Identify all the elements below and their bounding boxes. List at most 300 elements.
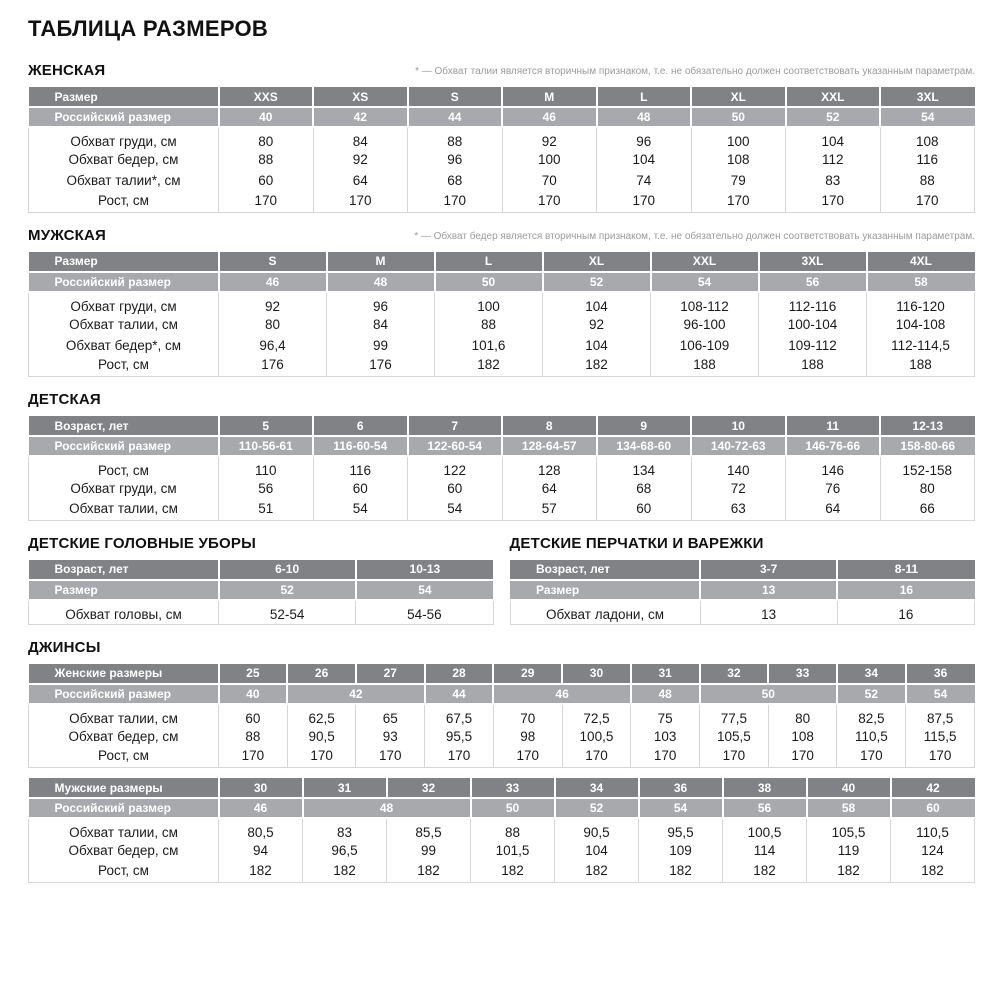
data-cell: 108-112 <box>651 292 759 314</box>
header-cell: 46 <box>219 272 327 292</box>
data-cell: 104 <box>555 840 639 861</box>
data-cell: 63 <box>691 499 786 520</box>
header-cell: 10 <box>691 416 786 436</box>
header-cell: 3XL <box>880 87 975 107</box>
header-row-label: Размер <box>29 87 219 107</box>
data-cell: 96 <box>327 292 435 314</box>
data-cell: 188 <box>759 356 867 377</box>
data-cell: 176 <box>327 356 435 377</box>
data-cell: 13 <box>700 600 837 625</box>
header-row <box>29 252 975 272</box>
header-cell: 50 <box>691 107 786 127</box>
data-cell: 124 <box>891 840 975 861</box>
data-cell: 93 <box>356 726 425 747</box>
header-cell: XXL <box>786 87 881 107</box>
data-cell: 182 <box>807 861 891 882</box>
header-cell: 48 <box>597 107 692 127</box>
header-cell: 56 <box>759 272 867 292</box>
section-kids-gloves <box>510 535 976 625</box>
header-cell: 29 <box>493 664 562 684</box>
header-cell: 128-64-57 <box>502 436 597 456</box>
data-cell: 96-100 <box>651 314 759 335</box>
data-cell: 170 <box>768 747 837 768</box>
header-cell: 31 <box>631 664 700 684</box>
data-row-label: Обхват бедер, см <box>29 840 219 861</box>
header-cell: 33 <box>471 778 555 798</box>
section-men <box>28 227 975 378</box>
header-row-label: Российский размер <box>29 436 219 456</box>
header-cell: 48 <box>327 272 435 292</box>
data-cell: 170 <box>906 747 975 768</box>
data-row-label: Обхват бедер, см <box>29 149 219 170</box>
header-cell: 46 <box>219 798 303 818</box>
data-row <box>29 861 975 882</box>
header-cell: 60 <box>891 798 975 818</box>
header-cell: 34 <box>837 664 906 684</box>
data-cell: 64 <box>502 478 597 499</box>
kids-accessories-row <box>28 535 975 625</box>
data-cell: 75 <box>631 704 700 726</box>
data-cell: 104 <box>786 127 881 149</box>
header-cell: 42 <box>287 684 424 704</box>
data-row <box>29 456 975 478</box>
header-cell: 26 <box>287 664 356 684</box>
header-row <box>29 684 975 704</box>
data-row-label: Рост, см <box>29 191 219 212</box>
header-cell: 11 <box>786 416 881 436</box>
data-cell: 84 <box>313 127 408 149</box>
data-cell: 80 <box>880 478 975 499</box>
header-cell: 4XL <box>867 252 975 272</box>
data-cell: 116-120 <box>867 292 975 314</box>
header-row-label: Возраст, лет <box>510 560 700 580</box>
data-row <box>29 170 975 191</box>
header-row-label: Возраст, лет <box>29 560 219 580</box>
header-row-label: Российский размер <box>29 684 219 704</box>
data-row <box>29 818 975 840</box>
data-cell: 16 <box>837 600 974 625</box>
data-cell: 182 <box>555 861 639 882</box>
header-cell: 50 <box>435 272 543 292</box>
data-cell: 52-54 <box>219 600 356 625</box>
data-cell: 62,5 <box>287 704 356 726</box>
header-cell: 30 <box>562 664 631 684</box>
data-cell: 92 <box>313 149 408 170</box>
header-cell: 54 <box>639 798 723 818</box>
header-cell: M <box>327 252 435 272</box>
header-cell: XXL <box>651 252 759 272</box>
header-row-label: Размер <box>29 580 219 600</box>
data-cell: 112-116 <box>759 292 867 314</box>
data-row-label: Рост, см <box>29 356 219 377</box>
data-cell: 92 <box>219 292 327 314</box>
data-cell: 109 <box>639 840 723 861</box>
header-cell: 42 <box>891 778 975 798</box>
data-cell: 110,5 <box>891 818 975 840</box>
header-cell: 44 <box>408 107 503 127</box>
header-cell: 36 <box>639 778 723 798</box>
header-cell: 36 <box>906 664 975 684</box>
data-cell: 182 <box>435 356 543 377</box>
data-cell: 116 <box>313 456 408 478</box>
data-cell: 105,5 <box>700 726 769 747</box>
data-row-label: Рост, см <box>29 861 219 882</box>
data-cell: 77,5 <box>700 704 769 726</box>
data-cell: 170 <box>408 191 503 212</box>
header-row <box>29 107 975 127</box>
data-cell: 170 <box>425 747 494 768</box>
header-cell: 52 <box>219 580 356 600</box>
header-cell: 27 <box>356 664 425 684</box>
data-row <box>29 292 975 314</box>
data-row <box>29 499 975 520</box>
data-cell: 176 <box>219 356 327 377</box>
data-cell: 70 <box>502 170 597 191</box>
data-row <box>510 600 975 625</box>
header-row-label: Российский размер <box>29 107 219 127</box>
data-cell: 67,5 <box>425 704 494 726</box>
data-cell: 72 <box>691 478 786 499</box>
data-row-label: Обхват груди, см <box>29 127 219 149</box>
header-row <box>29 436 975 456</box>
header-cell: 12-13 <box>880 416 975 436</box>
data-cell: 95,5 <box>639 818 723 840</box>
data-cell: 54 <box>408 499 503 520</box>
header-cell: 50 <box>700 684 837 704</box>
header-cell: M <box>502 87 597 107</box>
data-cell: 66 <box>880 499 975 520</box>
data-cell: 105,5 <box>807 818 891 840</box>
header-cell: 134-68-60 <box>597 436 692 456</box>
data-cell: 170 <box>597 191 692 212</box>
data-cell: 79 <box>691 170 786 191</box>
data-cell: 106-109 <box>651 335 759 356</box>
data-cell: 182 <box>387 861 471 882</box>
section-title-men: МУЖСКАЯ <box>28 226 107 244</box>
data-cell: 109-112 <box>759 335 867 356</box>
section-head-kids-headwear <box>28 535 494 552</box>
section-title-kids: ДЕТСКАЯ <box>28 391 101 408</box>
data-cell: 99 <box>387 840 471 861</box>
header-cell: 40 <box>807 778 891 798</box>
data-cell: 182 <box>891 861 975 882</box>
data-cell: 92 <box>543 314 651 335</box>
header-cell: XS <box>313 87 408 107</box>
data-cell: 100 <box>435 292 543 314</box>
data-cell: 134 <box>597 456 692 478</box>
data-row-label: Обхват талии, см <box>29 499 219 520</box>
header-row-label: Российский размер <box>29 272 219 292</box>
data-cell: 68 <box>408 170 503 191</box>
header-cell: 58 <box>807 798 891 818</box>
data-cell: 100,5 <box>723 818 807 840</box>
header-row <box>29 416 975 436</box>
jeans-men-table <box>28 778 975 883</box>
data-cell: 88 <box>408 127 503 149</box>
data-row-label: Обхват ладони, см <box>510 600 700 625</box>
data-row-label: Обхват бедер, см <box>29 726 219 747</box>
data-cell: 104 <box>543 335 651 356</box>
data-cell: 64 <box>313 170 408 191</box>
header-row <box>29 560 494 580</box>
header-row-label: Российский размер <box>29 798 219 818</box>
data-cell: 128 <box>502 456 597 478</box>
data-cell: 108 <box>691 149 786 170</box>
header-row-label: Размер <box>29 252 219 272</box>
data-row <box>29 840 975 861</box>
header-cell: 6 <box>313 416 408 436</box>
header-cell: 52 <box>555 798 639 818</box>
data-cell: 182 <box>723 861 807 882</box>
data-cell: 170 <box>880 191 975 212</box>
data-row <box>29 335 975 356</box>
header-cell: 110-56-61 <box>219 436 314 456</box>
data-cell: 98 <box>493 726 562 747</box>
section-title-kids-gloves: ДЕТСКИЕ ПЕРЧАТКИ И ВАРЕЖКИ <box>509 534 764 552</box>
header-cell: 30 <box>219 778 303 798</box>
page-title: ТАБЛИЦА РАЗМЕРОВ <box>28 16 269 41</box>
data-cell: 87,5 <box>906 704 975 726</box>
data-cell: 188 <box>867 356 975 377</box>
header-cell: 16 <box>837 580 974 600</box>
header-cell: 48 <box>303 798 471 818</box>
header-cell: 38 <box>723 778 807 798</box>
data-cell: 140 <box>691 456 786 478</box>
header-row <box>29 272 975 292</box>
data-cell: 108 <box>880 127 975 149</box>
data-cell: 60 <box>313 478 408 499</box>
data-row-label: Обхват головы, см <box>29 600 219 625</box>
data-cell: 182 <box>543 356 651 377</box>
section-kids <box>28 391 975 521</box>
header-row <box>29 778 975 798</box>
data-cell: 60 <box>219 704 288 726</box>
data-cell: 110,5 <box>837 726 906 747</box>
header-cell: 44 <box>425 684 494 704</box>
header-cell: 32 <box>700 664 769 684</box>
header-cell: 58 <box>867 272 975 292</box>
data-cell: 92 <box>502 127 597 149</box>
header-cell: 50 <box>471 798 555 818</box>
data-row <box>29 600 494 625</box>
section-title-kids-headwear: ДЕТСКИЕ ГОЛОВНЫЕ УБОРЫ <box>28 534 256 552</box>
data-cell: 170 <box>700 747 769 768</box>
data-row <box>29 149 975 170</box>
data-cell: 99 <box>327 335 435 356</box>
section-title-jeans: ДЖИНСЫ <box>28 638 101 656</box>
data-cell: 104 <box>543 292 651 314</box>
header-cell: 54 <box>906 684 975 704</box>
header-cell: 25 <box>219 664 288 684</box>
data-cell: 100,5 <box>562 726 631 747</box>
header-row-label: Размер <box>510 580 700 600</box>
data-row <box>29 191 975 212</box>
data-row <box>29 127 975 149</box>
data-cell: 182 <box>219 861 303 882</box>
data-cell: 101,5 <box>471 840 555 861</box>
data-cell: 100 <box>502 149 597 170</box>
header-cell: 46 <box>493 684 630 704</box>
data-cell: 83 <box>303 818 387 840</box>
data-cell: 88 <box>435 314 543 335</box>
header-cell: S <box>219 252 327 272</box>
header-cell: 122-60-54 <box>408 436 503 456</box>
data-cell: 170 <box>837 747 906 768</box>
header-row <box>510 560 975 580</box>
data-cell: 103 <box>631 726 700 747</box>
data-row-label: Обхват груди, см <box>29 292 219 314</box>
header-cell: 9 <box>597 416 692 436</box>
data-cell: 182 <box>639 861 723 882</box>
header-cell: 54 <box>651 272 759 292</box>
data-cell: 182 <box>471 861 555 882</box>
header-cell: 52 <box>786 107 881 127</box>
section-head-jeans <box>28 639 975 656</box>
header-cell: 56 <box>723 798 807 818</box>
data-row-label: Обхват талии, см <box>29 704 219 726</box>
data-cell: 188 <box>651 356 759 377</box>
header-cell: S <box>408 87 503 107</box>
data-cell: 65 <box>356 704 425 726</box>
data-cell: 104 <box>597 149 692 170</box>
data-cell: 80,5 <box>219 818 303 840</box>
data-cell: 170 <box>493 747 562 768</box>
data-cell: 116 <box>880 149 975 170</box>
data-row-label: Рост, см <box>29 747 219 768</box>
section-head-kids <box>28 391 975 408</box>
data-cell: 100-104 <box>759 314 867 335</box>
header-row <box>29 87 975 107</box>
data-cell: 94 <box>219 840 303 861</box>
section-head-women <box>28 62 975 79</box>
data-cell: 152-158 <box>880 456 975 478</box>
data-cell: 170 <box>356 747 425 768</box>
data-cell: 96 <box>597 127 692 149</box>
data-row-label: Обхват груди, см <box>29 478 219 499</box>
women-size-table <box>28 87 975 213</box>
header-cell: 46 <box>502 107 597 127</box>
section-kids-headwear <box>28 535 494 625</box>
data-cell: 170 <box>313 191 408 212</box>
header-cell: 42 <box>313 107 408 127</box>
data-row <box>29 747 975 768</box>
data-cell: 88 <box>471 818 555 840</box>
header-cell: 54 <box>356 580 493 600</box>
header-cell: 34 <box>555 778 639 798</box>
header-cell: 158-80-66 <box>880 436 975 456</box>
data-cell: 115,5 <box>906 726 975 747</box>
data-cell: 112-114,5 <box>867 335 975 356</box>
data-cell: 110 <box>219 456 314 478</box>
data-cell: 70 <box>493 704 562 726</box>
header-cell: 146-76-66 <box>786 436 881 456</box>
jeans-women-table <box>28 664 975 769</box>
data-row-label: Обхват талии, см <box>29 314 219 335</box>
header-row <box>29 798 975 818</box>
data-cell: 88 <box>880 170 975 191</box>
header-row <box>29 580 494 600</box>
data-cell: 90,5 <box>287 726 356 747</box>
data-cell: 60 <box>408 478 503 499</box>
data-cell: 76 <box>786 478 881 499</box>
header-cell: 32 <box>387 778 471 798</box>
header-row <box>29 664 975 684</box>
section-head-men <box>28 227 975 244</box>
data-cell: 170 <box>219 191 314 212</box>
data-cell: 88 <box>219 149 314 170</box>
data-cell: 104-108 <box>867 314 975 335</box>
data-row-label: Обхват бедер*, см <box>29 335 219 356</box>
header-cell: L <box>597 87 692 107</box>
section-title-women: ЖЕНСКАЯ <box>28 62 106 79</box>
header-cell: 3-7 <box>700 560 837 580</box>
data-cell: 88 <box>219 726 288 747</box>
section-head-kids-gloves <box>510 535 976 552</box>
header-cell: 52 <box>837 684 906 704</box>
data-cell: 170 <box>691 191 786 212</box>
data-cell: 95,5 <box>425 726 494 747</box>
data-row-label: Обхват талии, см <box>29 818 219 840</box>
header-cell: 52 <box>543 272 651 292</box>
header-cell: 28 <box>425 664 494 684</box>
header-row-label: Женские размеры <box>29 664 219 684</box>
data-row <box>29 704 975 726</box>
header-cell: L <box>435 252 543 272</box>
header-cell: 33 <box>768 664 837 684</box>
data-cell: 60 <box>597 499 692 520</box>
data-cell: 85,5 <box>387 818 471 840</box>
data-row-label: Обхват талии*, см <box>29 170 219 191</box>
header-row-label: Мужские размеры <box>29 778 219 798</box>
header-cell: 8-11 <box>837 560 974 580</box>
data-cell: 119 <box>807 840 891 861</box>
kids-headwear-table <box>28 560 494 625</box>
data-cell: 170 <box>502 191 597 212</box>
data-cell: 122 <box>408 456 503 478</box>
data-cell: 101,6 <box>435 335 543 356</box>
data-row <box>29 726 975 747</box>
header-cell: 3XL <box>759 252 867 272</box>
data-cell: 51 <box>219 499 314 520</box>
header-cell: 140-72-63 <box>691 436 786 456</box>
data-cell: 68 <box>597 478 692 499</box>
data-cell: 56 <box>219 478 314 499</box>
header-cell: XXS <box>219 87 314 107</box>
header-cell: XL <box>691 87 786 107</box>
data-cell: 80 <box>219 127 314 149</box>
data-cell: 112 <box>786 149 881 170</box>
data-cell: 80 <box>768 704 837 726</box>
data-cell: 170 <box>631 747 700 768</box>
data-cell: 170 <box>786 191 881 212</box>
data-cell: 90,5 <box>555 818 639 840</box>
data-cell: 182 <box>303 861 387 882</box>
women-footnote: * — Обхват талии является вторичным признаком, т.е. не обязательно должен соответствовать указанным параметрам. <box>415 66 975 77</box>
section-jeans <box>28 639 975 883</box>
section-women <box>28 62 975 213</box>
men-size-table <box>28 252 975 378</box>
data-cell: 146 <box>786 456 881 478</box>
data-cell: 60 <box>219 170 314 191</box>
header-row <box>510 580 975 600</box>
data-cell: 74 <box>597 170 692 191</box>
data-cell: 64 <box>786 499 881 520</box>
data-cell: 54 <box>313 499 408 520</box>
data-cell: 54-56 <box>356 600 493 625</box>
header-cell: 13 <box>700 580 837 600</box>
data-cell: 170 <box>562 747 631 768</box>
data-cell: 96,4 <box>219 335 327 356</box>
